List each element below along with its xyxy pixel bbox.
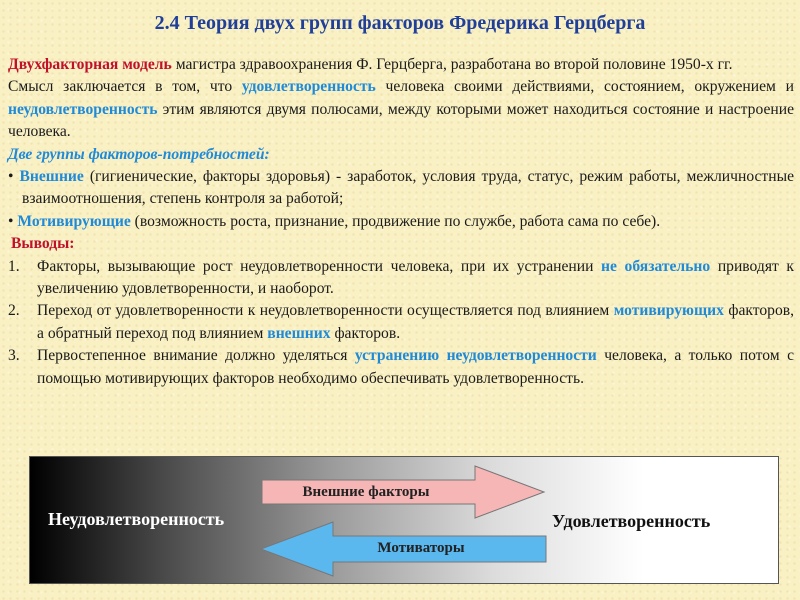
intro-text-2c: этим являются двумя полюсами, между которыми может находиться состояние и настроение человека. xyxy=(8,100,794,141)
list-number: 3. xyxy=(8,347,20,365)
external-term: Внешние xyxy=(19,168,84,186)
conclusion-item-3 xyxy=(8,345,794,390)
bullet-icon: • xyxy=(8,168,14,186)
conclusion-highlight: не обязательно xyxy=(601,257,711,275)
list-number: 1. xyxy=(8,257,20,275)
motivating-description: (возможность роста, признание, продвижение по службе, работа сама по себе). xyxy=(130,212,661,230)
motivating-term: Мотивирующие xyxy=(17,212,131,230)
conclusion-text: факторов. xyxy=(330,324,401,342)
intro-text-2a: Смысл заключается в том, что xyxy=(8,78,242,96)
herzberg-diagram xyxy=(29,456,779,584)
conclusion-highlight: мотивирующих xyxy=(613,302,724,320)
conclusion-text: приводят к увеличению удовлетворенности, и наоборот. xyxy=(37,257,794,298)
intro-paragraph-2 xyxy=(8,76,794,143)
conclusion-item-1 xyxy=(8,256,794,301)
content-body xyxy=(8,54,794,390)
model-term: Двухфакторная модель xyxy=(8,56,172,73)
intro-text-2b: человека своими действиями, состоянием, окружением и xyxy=(375,78,794,96)
conclusions-heading: Выводы: xyxy=(11,235,75,253)
intro-text-1: магистра здравоохранения Ф. Герцберга, разработана во второй половине 1950-х гг. xyxy=(171,56,733,73)
satisfaction-term: удовлетворенность xyxy=(241,78,376,96)
list-number: 2. xyxy=(8,302,20,320)
groups-heading: Две группы факторов-потребностей: xyxy=(8,145,270,163)
bullet-icon: • xyxy=(8,212,14,230)
intro-paragraph-1 xyxy=(8,54,794,76)
dissatisfaction-pole-label: Неудовлетворенность xyxy=(48,509,225,529)
conclusion-text: факторов, а обратный переход под влиянием xyxy=(37,302,794,342)
conclusion-text: Факторы, вызывающие рост неудовлетворенности человека, при их устранении xyxy=(37,257,602,275)
external-description: (гигиенические, факторы здоровья) - заработок, условия труда, статус, режим работы, межличностные взаимоотношения, степень контроля за работой; xyxy=(22,168,794,208)
conclusion-text: Переход от удовлетворенности к неудовлетворенности осуществляется под влиянием xyxy=(37,302,614,320)
motivators-label: Мотиваторы xyxy=(377,540,465,556)
conclusion-text: Первостепенное внимание должно уделяться xyxy=(37,347,355,365)
external-factors-label: Внешние факторы xyxy=(302,484,430,500)
bullet-external xyxy=(8,166,794,211)
conclusion-text: человека, а только потом с помощью мотивирующих факторов необходимо обеспечивать удовлетворенность. xyxy=(37,347,794,387)
satisfaction-pole-label: Удовлетворенность xyxy=(552,511,711,531)
conclusion-highlight: устранению неудовлетворенности xyxy=(354,347,597,365)
conclusion-item-2 xyxy=(8,300,794,345)
page-title: 2.4 Теория двух групп факторов Фредерика Герцберга xyxy=(154,12,646,34)
dissatisfaction-term: неудовлетворенность xyxy=(8,100,158,118)
bullet-motivating xyxy=(8,211,794,233)
conclusions-list xyxy=(8,256,794,390)
conclusion-highlight: внешних xyxy=(267,324,331,342)
